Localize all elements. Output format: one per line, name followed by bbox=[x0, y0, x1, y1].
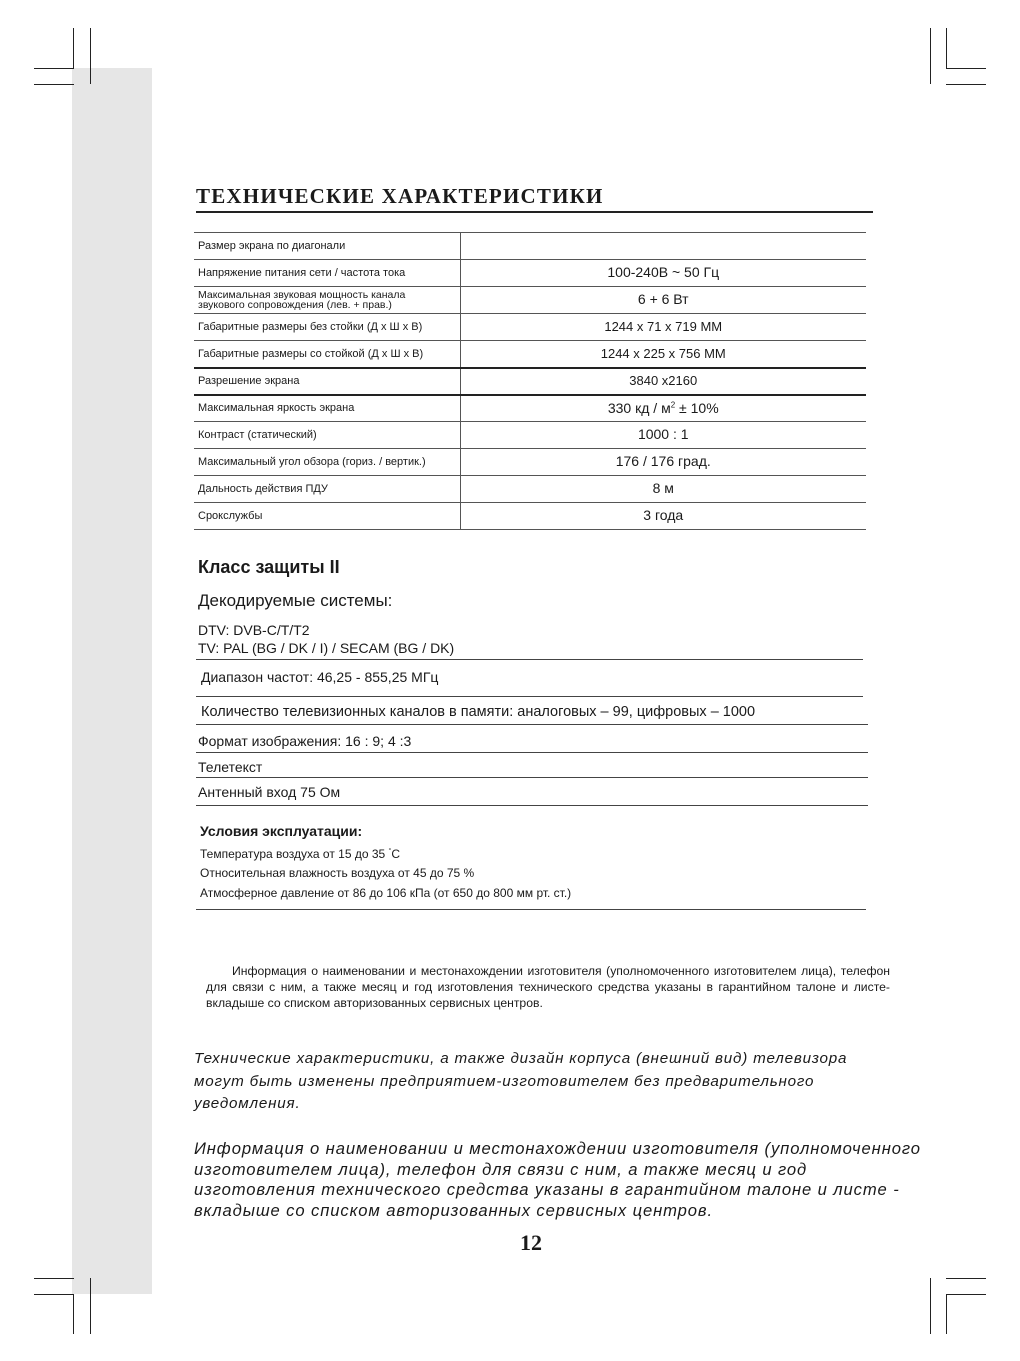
antenna-input: Антенный вход 75 Ом bbox=[198, 784, 341, 800]
manufacturer-info-paragraph: Информация о наименовании и местонахождении изготовителя (уполномоченного изготовителем лица), телефон для связи с ним, а также месяц и год изготовления технического средства указаны в гарантийном талоне и листе-вкладыше со списком авторизованных сервисных центров. bbox=[206, 964, 890, 1010]
temperature-text: Температура воздуха от 15 до 35 bbox=[200, 847, 389, 861]
divider bbox=[196, 909, 866, 910]
brightness-value: 330 кд / м bbox=[607, 399, 671, 416]
crop-mark bbox=[73, 28, 74, 68]
brightness-superscript: 2 bbox=[670, 399, 676, 409]
spec-value bbox=[460, 233, 866, 260]
spec-row bbox=[194, 503, 866, 530]
spec-row bbox=[194, 422, 866, 449]
spec-row bbox=[194, 341, 866, 368]
crop-mark bbox=[946, 28, 947, 68]
decoded-systems-heading: Декодируемые системы: bbox=[198, 591, 393, 610]
protection-class: Класс защиты II bbox=[198, 557, 340, 577]
side-band bbox=[72, 68, 152, 1294]
divider bbox=[196, 724, 868, 725]
crop-mark bbox=[946, 1294, 947, 1334]
spec-label: Контраст (статический) bbox=[194, 422, 460, 449]
divider bbox=[196, 659, 863, 660]
crop-mark bbox=[34, 68, 74, 69]
spec-value: 176 / 176 град. bbox=[460, 449, 866, 476]
spec-label: Габаритные размеры без стойки (Д х Ш х В) bbox=[194, 314, 460, 341]
crop-mark bbox=[946, 1278, 986, 1279]
spec-row bbox=[194, 260, 866, 287]
crop-mark bbox=[73, 1294, 74, 1334]
spec-label: Максимальная звуковая мощность канала звукового сопровождения (лев. + прав.) bbox=[194, 287, 460, 314]
spec-row bbox=[194, 368, 866, 395]
spec-value bbox=[460, 395, 866, 422]
spec-row bbox=[194, 233, 866, 260]
spec-row bbox=[194, 449, 866, 476]
crop-mark bbox=[34, 1294, 74, 1295]
teletext: Телетекст bbox=[198, 759, 263, 775]
spec-row bbox=[194, 287, 866, 314]
spec-label: Размер экрана по диагонали bbox=[194, 233, 460, 260]
spec-value: 3 года bbox=[460, 503, 866, 530]
title-underline bbox=[196, 211, 873, 213]
spec-row bbox=[194, 476, 866, 503]
tv-standard: TV: PAL (BG / DK / I) / SECAM (BG / DK) bbox=[198, 640, 455, 656]
humidity-condition: Относительная влажность воздуха от 45 до 75 % bbox=[200, 866, 475, 880]
degree-sign: ° bbox=[388, 848, 392, 855]
manufacturer-notice: Информация о наименовании и местонахождении изготовителя (уполномоченного изготовителем лица), телефон для связи с ним, а также месяц и год изготовления технического средства указаны в гарантийном талоне и листе - вкладыше со списком авторизованных сервисных центров. bbox=[194, 1139, 921, 1220]
operating-conditions-title: Условия эксплуатации: bbox=[200, 823, 363, 839]
frequency-range: Диапазон частот: 46,25 - 855,25 МГц bbox=[201, 669, 439, 685]
spec-value: 8 м bbox=[460, 476, 866, 503]
spec-value: 1244 х 71 х 719 ММ bbox=[460, 314, 866, 341]
crop-mark bbox=[946, 1294, 986, 1295]
divider bbox=[196, 805, 868, 806]
dtv-standard: DTV: DVB-C/T/T2 bbox=[198, 622, 310, 638]
spec-label: Габаритные размеры со стойкой (Д х Ш х В) bbox=[194, 341, 460, 368]
channel-memory: Количество телевизионных каналов в памяти: аналоговых – 99, цифровых – 1000 bbox=[201, 704, 756, 720]
spec-label: Напряжение питания сети / частота тока bbox=[194, 260, 460, 287]
crop-mark bbox=[946, 84, 986, 85]
divider bbox=[196, 777, 868, 778]
crop-mark bbox=[930, 1278, 931, 1334]
spec-label: Срокслужбы bbox=[194, 503, 460, 530]
spec-value: 6 + 6 Вт bbox=[460, 287, 866, 314]
temperature-condition bbox=[200, 847, 400, 861]
crop-mark bbox=[946, 68, 986, 69]
pressure-condition: Атмосферное давление от 86 до 106 кПа (от 650 до 800 мм рт. ст.) bbox=[200, 886, 572, 900]
crop-mark bbox=[90, 1278, 91, 1334]
spec-value: 100-240В ~ 50 Гц bbox=[460, 260, 866, 287]
spec-label: Разрешение экрана bbox=[194, 368, 460, 395]
brightness-tolerance: ± 10% bbox=[675, 399, 719, 416]
spec-label: Максимальная яркость экрана bbox=[194, 395, 460, 422]
spec-value: 1244 х 225 х 756 ММ bbox=[460, 341, 866, 368]
divider bbox=[196, 752, 868, 753]
changes-notice: Технические характеристики, а также дизайн корпуса (внешний вид) телевизора могут быть изменены предприятием-изготовителем без предварительного уведомления. bbox=[194, 1050, 848, 1112]
spec-row bbox=[194, 314, 866, 341]
spec-value: 1000 : 1 bbox=[460, 422, 866, 449]
temperature-unit: С bbox=[391, 847, 401, 861]
page-number: 12 bbox=[520, 1230, 542, 1255]
spec-row bbox=[194, 395, 866, 422]
spec-label: Максимальный угол обзора (гориз. / вертик.) bbox=[194, 449, 460, 476]
page-title: ТЕХНИЧЕСКИЕ ХАРАКТЕРИСТИКИ bbox=[196, 184, 604, 208]
crop-mark bbox=[90, 28, 91, 84]
spec-value: 3840 х2160 bbox=[460, 368, 866, 395]
image-format: Формат изображения: 16 : 9; 4 :3 bbox=[198, 733, 412, 749]
spec-table bbox=[194, 232, 866, 530]
crop-mark bbox=[930, 28, 931, 84]
broadcast-standards bbox=[198, 621, 454, 657]
divider bbox=[196, 696, 863, 697]
crop-mark bbox=[34, 1278, 74, 1279]
spec-label: Дальность действия ПДУ bbox=[194, 476, 460, 503]
crop-mark bbox=[34, 84, 74, 85]
